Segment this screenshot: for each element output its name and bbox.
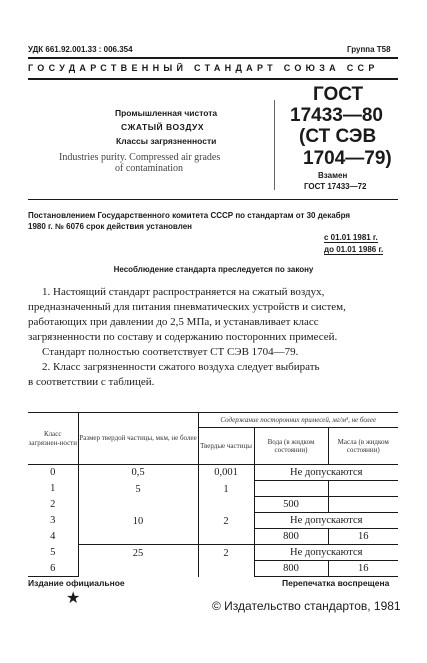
- water-cell: 800: [254, 529, 328, 545]
- solid-cell: 2: [198, 545, 254, 577]
- replaces-label: Взамен: [318, 171, 348, 180]
- gost-number: 17433—80: [290, 105, 383, 126]
- paragraph-1-line4: загрязненности по составу и содержанию посторонних примесей.: [28, 331, 338, 343]
- contamination-table: [28, 412, 398, 577]
- header-rule-bottom: [28, 78, 398, 80]
- water-cell-empty: [254, 481, 328, 497]
- header-particle-size: Размер твердой частицы, мкм, не более: [78, 413, 198, 465]
- class-cell: 2: [50, 499, 56, 510]
- paragraph-1-line2: предназначенный для питания пневматических устройств и систем,: [28, 301, 346, 313]
- replaces-standard: ГОСТ 17433—72: [304, 182, 367, 191]
- legal-notice: Несоблюдение стандарта преследуется по закону: [113, 265, 314, 274]
- paragraph-1-line3: работающих при давлении до 2,5 МПа, и устанавливает класс: [28, 316, 319, 328]
- class-cell: 1: [50, 483, 56, 494]
- copyright: © Издательство стандартов, 1981: [212, 599, 401, 613]
- class-cell: 0: [50, 467, 56, 479]
- header-impurities-group: Содержание посторонних примесей, мг/м³, не более: [198, 413, 398, 428]
- header-water: Вода (в жидком состоянии): [254, 428, 328, 465]
- size-cell: 25: [78, 545, 198, 577]
- title-subtitle: Классы загрязненности: [116, 136, 217, 146]
- water-cell: 800: [254, 561, 328, 577]
- english-title-line2: of contamination: [115, 163, 184, 174]
- not-allowed-cell: Не допускаются: [254, 545, 398, 561]
- gost-label: ГОСТ: [313, 84, 364, 105]
- standard-banner: ГОСУДАРСТВЕННЫЙ СТАНДАРТ СОЮЗА ССР: [28, 63, 379, 73]
- oil-cell-empty: [328, 481, 398, 497]
- title-main: СЖАТЫЙ ВОЗДУХ: [121, 122, 204, 132]
- english-title-line1: Industries purity. Compressed air grades: [59, 152, 221, 163]
- effective-to: до 01.01 1986 г.: [324, 245, 384, 254]
- reprint-prohibited: Перепечатка воспрещена: [282, 578, 390, 588]
- title-rule: [28, 199, 398, 200]
- not-allowed-cell: Не допускаются: [254, 513, 398, 529]
- title-divider: [274, 100, 275, 190]
- class-cell: 3: [50, 515, 56, 526]
- udk-code: УДК 661.92.001.33 : 006.354: [28, 45, 133, 54]
- table-row: [28, 465, 398, 481]
- class-cell: 4: [50, 531, 56, 542]
- effective-from: с 01.01 1981 г.: [324, 233, 378, 242]
- star-icon: ★: [66, 590, 81, 607]
- official-edition: Издание официальное: [28, 578, 125, 588]
- oil-cell: 16: [328, 529, 398, 545]
- size-cell: 0,5: [78, 465, 198, 481]
- header-oil: Масла (в жидком состоянии): [328, 428, 398, 465]
- cmea-number-line1: (СТ СЭВ: [299, 126, 377, 147]
- paragraph-2: Стандарт полностью соответствует СТ СЭВ 1704—79.: [42, 346, 299, 358]
- cmea-number-line2: 1704—79): [303, 148, 392, 169]
- table-row: [28, 481, 398, 497]
- size-cell: 5: [78, 481, 198, 513]
- paragraph-1-line1: 1. Настоящий стандарт распространяется на сжатый воздух,: [42, 286, 325, 298]
- solid-cell: 0,001: [198, 465, 254, 481]
- table-row: [28, 545, 398, 561]
- size-cell: 10: [78, 513, 198, 545]
- header-solid-particles: Твердые частицы: [198, 428, 254, 465]
- solid-cell: 1: [198, 481, 254, 513]
- oil-cell-empty: [328, 497, 398, 513]
- title-industry: Промышленная чистота: [115, 108, 218, 118]
- decree-line1: Постановлением Государственного комитета СССР по стандартам от 30 декабря: [28, 211, 351, 220]
- header-rule-top: [28, 57, 398, 59]
- class-cell: 6: [28, 561, 78, 577]
- table-row: [28, 513, 398, 529]
- group-code: Группа Т58: [347, 45, 391, 54]
- decree-line2: 1980 г. № 6076 срок действия установлен: [28, 222, 192, 231]
- class-cell: 5: [50, 547, 56, 558]
- water-cell: 500: [254, 497, 328, 513]
- paragraph-3-line1: 2. Класс загрязненности сжатого воздуха следует выбирать: [42, 361, 320, 373]
- header-class: Класс загрязнен-ности: [28, 413, 78, 465]
- not-allowed-cell: Не допускаются: [254, 465, 398, 481]
- solid-cell: 2: [198, 513, 254, 545]
- paragraph-3-line2: в соответствии с таблицей.: [28, 376, 155, 388]
- oil-cell: 16: [328, 561, 398, 577]
